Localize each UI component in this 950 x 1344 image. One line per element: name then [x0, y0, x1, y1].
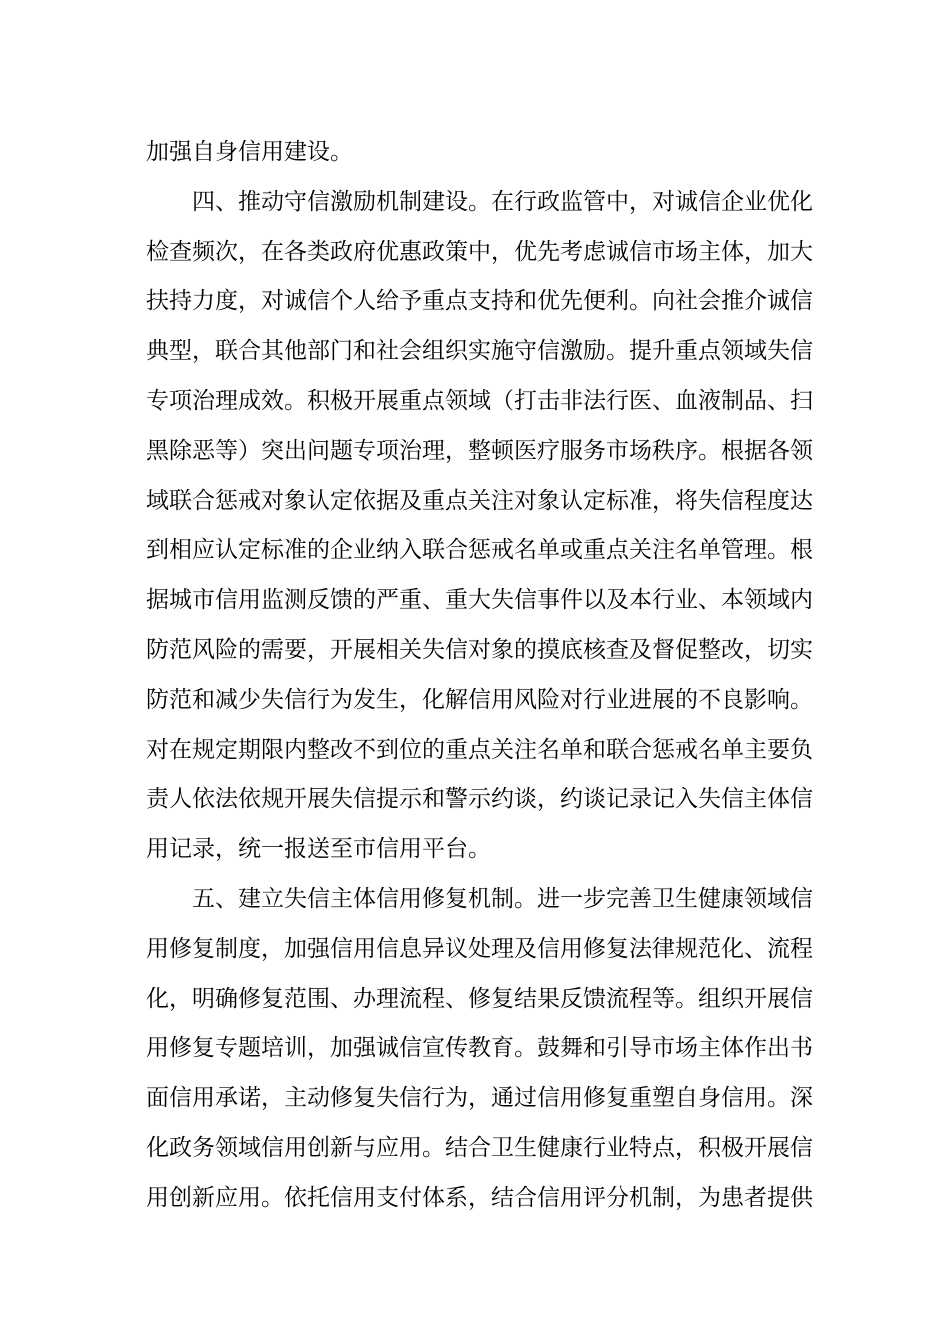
text-line: 用修复专题培训，加强诚信宣传教育。鼓舞和引导市场主体作出书 — [146, 1035, 813, 1062]
text-line: 据城市信用监测反馈的严重、重大失信事件以及本行业、本领域内 — [146, 587, 813, 614]
text-line: 五、建立失信主体信用修复机制。进一步完善卫生健康领域信 — [192, 885, 813, 912]
text-line: 防范风险的需要，开展相关失信对象的摸底核查及督促整改，切实 — [146, 636, 813, 663]
text-line: 对在规定期限内整改不到位的重点关注名单和联合惩戒名单主要负 — [146, 736, 813, 763]
text-line: 用记录，统一报送至市信用平台。 — [146, 836, 491, 863]
text-line: 专项治理成效。积极开展重点领域（打击非法行医、血液制品、扫 — [146, 387, 813, 414]
text-line: 扶持力度，对诚信个人给予重点支持和优先便利。向社会推介诚信 — [146, 288, 813, 315]
text-line: 防范和减少失信行为发生，化解信用风险对行业进展的不良影响。 — [146, 686, 813, 713]
text-line: 责人依法依规开展失信提示和警示约谈，约谈记录记入失信主体信 — [146, 786, 813, 813]
text-line: 化政务领域信用创新与应用。结合卫生健康行业特点，积极开展信 — [146, 1134, 813, 1161]
text-line: 域联合惩戒对象认定依据及重点关注对象认定标准，将失信程度达 — [146, 487, 813, 514]
text-line: 典型，联合其他部门和社会组织实施守信激励。提升重点领域失信 — [146, 338, 813, 365]
text-line: 四、推动守信激励机制建设。在行政监管中，对诚信企业优化 — [192, 188, 813, 215]
document-body — [146, 128, 813, 1224]
text-line: 用创新应用。依托信用支付体系，结合信用评分机制，为患者提供 — [146, 1184, 813, 1211]
text-line: 黑除恶等）突出问题专项治理，整顿医疗服务市场秩序。根据各领 — [146, 437, 813, 464]
text-line: 面信用承诺，主动修复失信行为，通过信用修复重塑自身信用。深 — [146, 1085, 813, 1112]
text-line: 检查频次，在各类政府优惠政策中，优先考虑诚信市场主体，加大 — [146, 238, 813, 265]
text-line: 用修复制度，加强信用信息异议处理及信用修复法律规范化、流程 — [146, 935, 813, 962]
text-line: 加强自身信用建设。 — [146, 139, 353, 165]
text-line: 到相应认定标准的企业纳入联合惩戒名单或重点关注名单管理。根 — [146, 537, 813, 564]
text-line: 化，明确修复范围、办理流程、修复结果反馈流程等。组织开展信 — [146, 985, 813, 1012]
